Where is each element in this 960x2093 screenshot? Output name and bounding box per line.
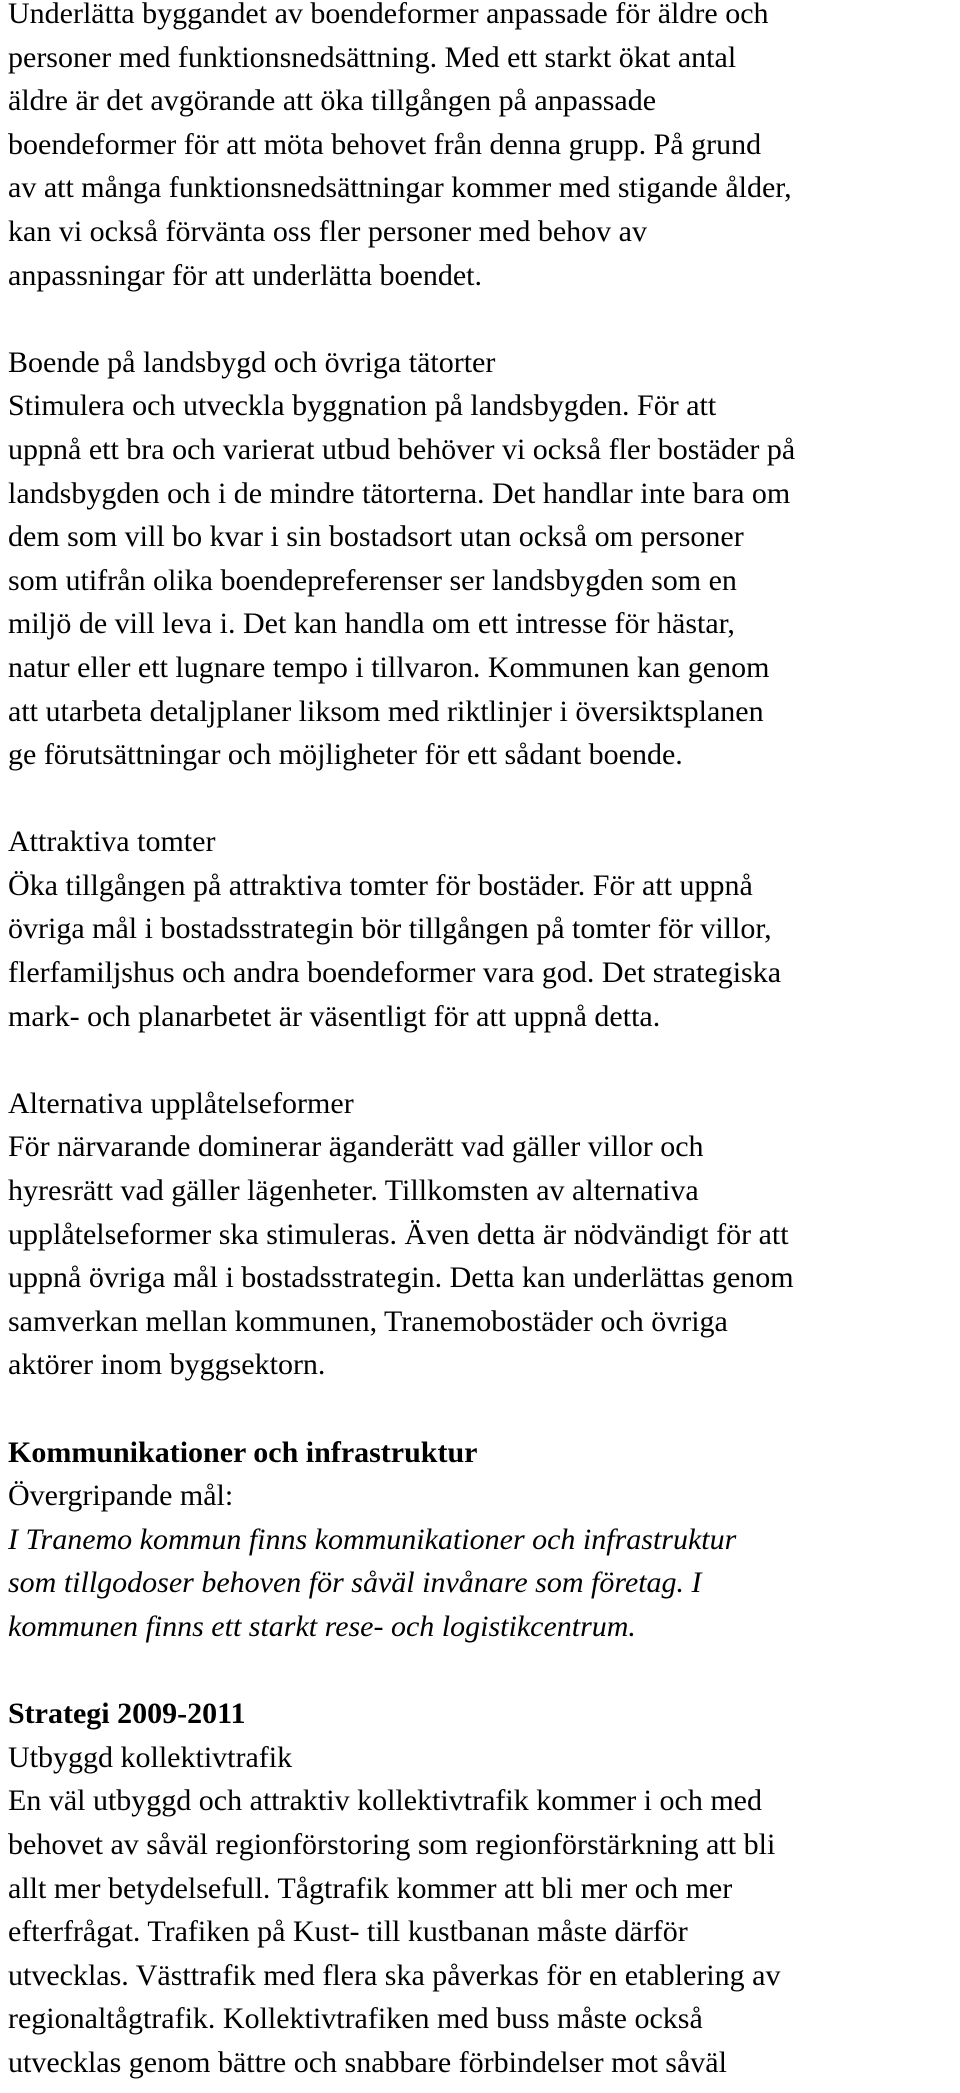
text-line: landsbygden och i de mindre tätorterna. Det handlar inte bara om (8, 476, 791, 510)
text-line: natur eller ett lugnare tempo i tillvaron. Kommunen kan genom (8, 650, 770, 684)
text-line: personer med funktionsnedsättning. Med ett starkt ökat antal (8, 40, 737, 74)
text-line: miljö de vill leva i. Det kan handla om ett intresse för hästar, (8, 607, 735, 641)
text-line: För närvarande dominerar äganderätt vad gäller villor och (8, 1130, 704, 1164)
goal-label: Övergripande mål: (8, 1479, 234, 1513)
text-line: att utarbeta detaljplaner liksom med riktlinjer i översiktsplanen (8, 694, 764, 728)
text-line: uppnå övriga mål i bostadsstrategin. Detta kan underlättas genom (8, 1261, 794, 1295)
paragraph-gap (8, 297, 960, 341)
paragraph-gap (8, 777, 960, 821)
text-line: Stimulera och utveckla byggnation på landsbygden. För att (8, 389, 717, 423)
text-line: efterfrågat. Trafiken på Kust- till kustbanan måste därför (8, 1915, 688, 1949)
text-line: En väl utbyggd och attraktiv kollektivtrafik kommer i och med (8, 1784, 762, 1818)
chapter-heading: Strategi 2009-2011 (8, 1697, 246, 1731)
text-line: boendeformer för att möta behovet från denna grupp. På grund (8, 127, 762, 161)
paragraph-gap (8, 1649, 960, 1693)
text-line: ge förutsättningar och möjligheter för ett sådant boende. (8, 738, 683, 772)
section-upplatelseformer (8, 1082, 960, 1387)
text-line: behovet av såväl regionförstoring som regionförstärkning att bli (8, 1827, 776, 1861)
section-heading: Attraktiva tomter (8, 825, 216, 859)
text-line: mark- och planarbetet är väsentligt för att uppnå detta. (8, 999, 661, 1033)
text-line: utvecklas. Västtrafik med flera ska påverkas för en etablering av (8, 1958, 781, 1992)
section-heading: Alternativa upplåtelseformer (8, 1086, 354, 1120)
section-strategi (8, 1692, 960, 2084)
section-heading: Boende på landsbygd och övriga tätorter (8, 345, 496, 379)
text-line: utvecklas genom bättre och snabbare förbindelser mot såväl (8, 2045, 727, 2079)
text-line: uppnå ett bra och varierat utbud behöver vi också fler bostäder på (8, 432, 796, 466)
text-line: av att många funktionsnedsättningar kommer med stigande ålder, (8, 171, 792, 205)
text-line: samverkan mellan kommunen, Tranemobostäder och övriga (8, 1304, 728, 1338)
goal-text-line: kommunen finns ett starkt rese- och logistikcentrum. (8, 1609, 636, 1643)
chapter-heading: Kommunikationer och infrastruktur (8, 1435, 478, 1469)
text-line: upplåtelseformer ska stimuleras. Även detta är nödvändigt för att (8, 1217, 789, 1251)
goal-text-line: som tillgodoser behoven för såväl invånare som företag. I (8, 1566, 702, 1600)
text-line: Öka tillgången på attraktiva tomter för bostäder. För att uppnå (8, 868, 753, 902)
text-line: aktörer inom byggsektorn. (8, 1348, 326, 1382)
text-line: Underlätta byggandet av boendeformer anpassade för äldre och (8, 0, 769, 30)
text-line: övriga mål i bostadsstrategin bör tillgången på tomter för villor, (8, 912, 772, 946)
section-landsbygd (8, 341, 960, 777)
paragraph-gap (8, 1038, 960, 1082)
paragraph-gap (8, 1387, 960, 1431)
text-line: allt mer betydelsefull. Tågtrafik kommer att bli mer och mer (8, 1871, 733, 1905)
intro-paragraph (8, 0, 960, 297)
text-line: som utifrån olika boendepreferenser ser landsbygden som en (8, 563, 737, 597)
text-line: kan vi också förvänta oss fler personer med behov av (8, 214, 647, 248)
section-heading: Utbyggd kollektivtrafik (8, 1740, 293, 1774)
text-line: dem som vill bo kvar i sin bostadsort utan också om personer (8, 520, 744, 554)
text-line: flerfamiljshus och andra boendeformer vara god. Det strategiska (8, 956, 782, 990)
goal-text-line: I Tranemo kommun finns kommunikationer och infrastruktur (8, 1522, 737, 1556)
text-line: anpassningar för att underlätta boendet. (8, 258, 482, 292)
section-tomter (8, 820, 960, 1038)
text-line: regionaltågtrafik. Kollektivtrafiken med buss måste också (8, 2002, 703, 2036)
text-line: hyresrätt vad gäller lägenheter. Tillkomsten av alternativa (8, 1174, 699, 1208)
text-line: äldre är det avgörande att öka tillgången på anpassade (8, 84, 657, 118)
section-kommunikationer (8, 1431, 960, 1649)
